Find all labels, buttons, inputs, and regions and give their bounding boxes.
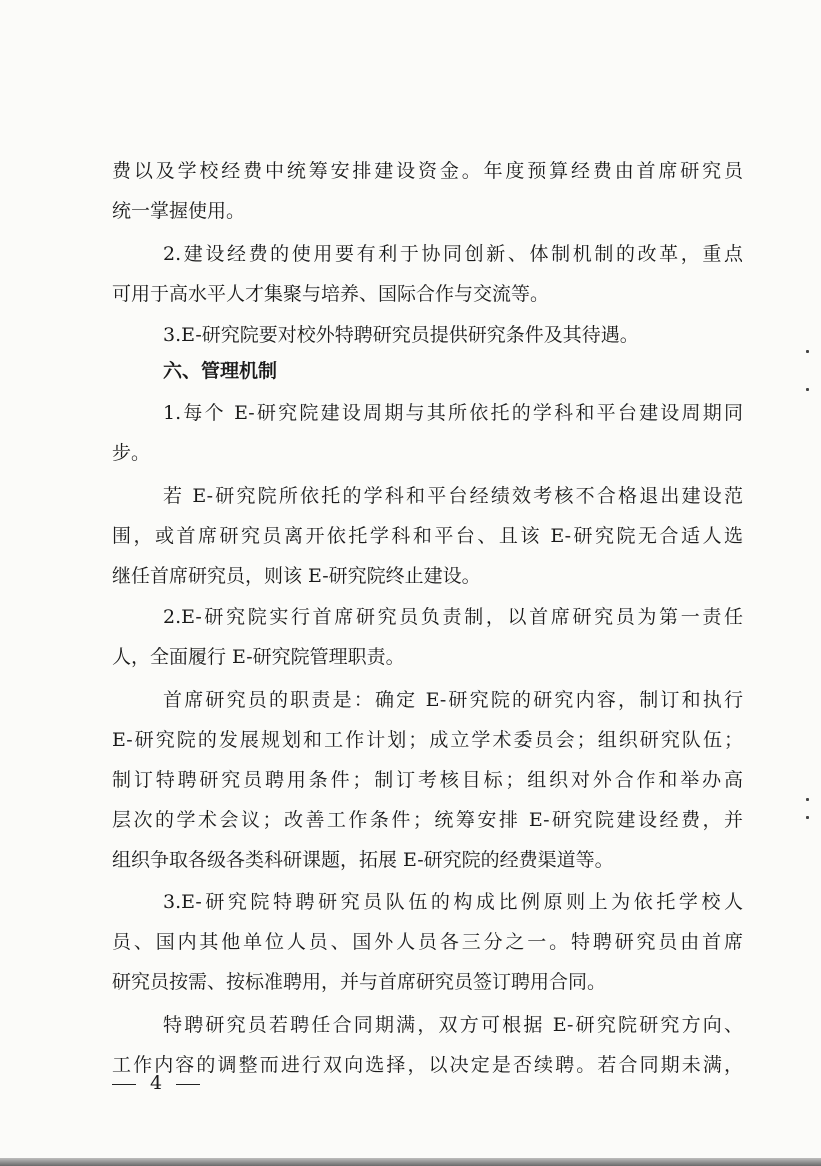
text-line: 3.E-研究院特聘研究员队伍的构成比例原则上为依托学校人 (163, 891, 743, 913)
scan-speck (806, 350, 809, 353)
text-line: 首席研究员的职责是：确定 E-研究院的研究内容，制订和执行 (163, 689, 743, 711)
text-line: 工作内容的调整而进行双向选择，以决定是否续聘。若合同期未满， (112, 1054, 743, 1076)
text-line: 可用于高水平人才集聚与培养、国际合作与交流等。 (112, 283, 550, 305)
text-line: 研究员按需、按标准聘用，并与首席研究员签订聘用合同。 (112, 971, 607, 993)
text-line: 2.E-研究院实行首席研究员负责制，以首席研究员为第一责任 (163, 606, 743, 628)
text-line: 步。 (112, 442, 151, 464)
text-line: 2.建设经费的使用要有利于协同创新、体制机制的改革，重点 (163, 243, 743, 265)
scan-edge (0, 1158, 821, 1166)
scan-speck (806, 798, 809, 801)
text-line: 组织争取各级各类科研课题，拓展 E-研究院的经费渠道等。 (112, 849, 614, 871)
footer-dash (112, 1084, 136, 1085)
text-line: 制订特聘研究员聘用条件；制订考核目标；组织对外合作和举办高 (112, 769, 743, 791)
text-line: 围，或首席研究员离开依托学科和平台、且该 E-研究院无合适人选 (112, 525, 743, 547)
footer-dash (176, 1084, 200, 1085)
text-line: 层次的学术会议；改善工作条件；统筹安排 E-研究院建设经费，并 (112, 809, 743, 831)
text-line: 费以及学校经费中统筹安排建设资金。年度预算经费由首席研究员 (112, 160, 743, 182)
text-line: 员、国内其他单位人员、国外人员各三分之一。特聘研究员由首席 (112, 931, 743, 953)
text-line: 特聘研究员若聘任合同期满，双方可根据 E-研究院研究方向、 (163, 1014, 743, 1036)
section-heading: 六、管理机制 (163, 360, 278, 382)
text-line: 1.每个 E-研究院建设周期与其所依托的学科和平台建设周期同 (163, 402, 743, 424)
text-line: E-研究院的发展规划和工作计划；成立学术委员会；组织研究队伍； (112, 729, 743, 751)
page-footer (112, 1066, 200, 1100)
text-line: 继任首席研究员，则该 E-研究院终止建设。 (112, 565, 481, 587)
scan-speck (806, 816, 809, 819)
text-line: 人，全面履行 E-研究院管理职责。 (112, 646, 405, 668)
text-line: 统一掌握使用。 (112, 200, 246, 222)
page-number: 4 (150, 1072, 163, 1094)
text-line: 若 E-研究院所依托的学科和平台经绩效考核不合格退出建设范 (163, 485, 743, 507)
text-line: 3.E-研究院要对校外特聘研究员提供研究条件及其待遇。 (163, 324, 639, 346)
scan-speck (806, 388, 809, 391)
